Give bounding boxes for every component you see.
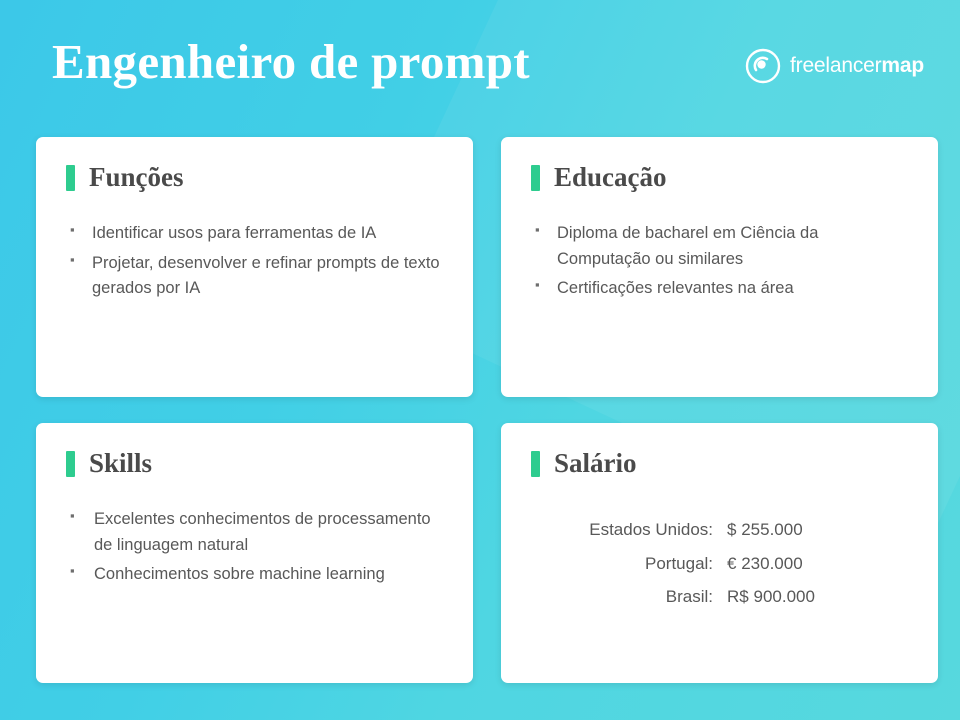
card-bullet-list [531, 221, 908, 302]
card-title: Salário [554, 448, 637, 479]
card-title: Skills [89, 448, 153, 479]
card-bullet-list [66, 507, 443, 588]
logo-text-bold: map [881, 54, 924, 78]
card-educacao [501, 137, 938, 397]
table-row [531, 547, 908, 581]
page-title: Engenheiro de prompt [52, 34, 530, 89]
card-funcoes [36, 137, 473, 397]
card-bullet-list [66, 221, 443, 302]
logo-text-light: freelancer [790, 54, 882, 78]
salary-country: Brasil: [665, 587, 714, 607]
card-title: Educação [554, 162, 667, 193]
list-item: ▪ Excelentes conhecimentos de processamento de linguagem natural [66, 507, 443, 558]
list-item: ▪ Conhecimentos sobre machine learning [66, 562, 443, 588]
list-item: ▪ Identificar usos para ferramentas de IA [66, 221, 443, 247]
card-header [531, 449, 908, 479]
card-skills [36, 423, 473, 683]
logo-text [790, 54, 924, 78]
list-item: ▪ Projetar, desenvolver e refinar prompts de texto gerados por IA [66, 251, 443, 302]
accent-bar-icon [66, 451, 75, 477]
table-row [531, 513, 908, 547]
cards-grid [0, 90, 960, 683]
freelancermap-logo[interactable] [745, 40, 924, 84]
list-item: ▪ Diploma de bacharel em Ciência da Computação ou similares [531, 221, 908, 272]
accent-bar-icon [531, 451, 540, 477]
list-item: ▪ Certificações relevantes na área [531, 276, 908, 302]
salary-table [531, 513, 908, 614]
card-header [66, 163, 443, 193]
salary-country: Portugal: [644, 553, 714, 573]
slide-header [0, 0, 960, 90]
table-row [531, 580, 908, 614]
card-salario [501, 423, 938, 683]
card-header [531, 163, 908, 193]
freelancermap-logo-icon [745, 48, 781, 84]
card-title: Funções [89, 162, 184, 193]
card-header [66, 449, 443, 479]
salary-amount: R$ 900.000 [727, 587, 815, 607]
salary-country: Estados Unidos: [589, 520, 714, 540]
salary-amount: € 230.000 [727, 553, 803, 573]
accent-bar-icon [531, 165, 540, 191]
salary-amount: $ 255.000 [727, 520, 803, 540]
accent-bar-icon [66, 165, 75, 191]
